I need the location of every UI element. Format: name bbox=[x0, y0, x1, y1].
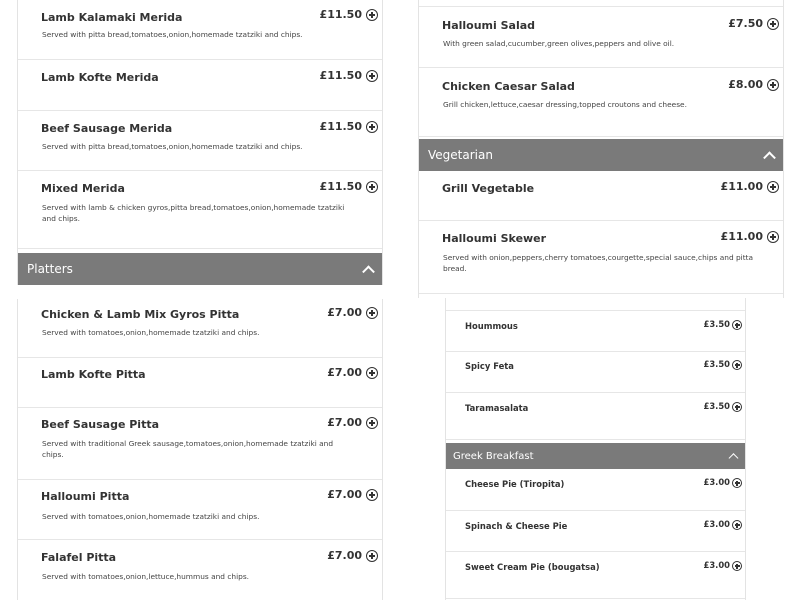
item-name: Spicy Feta bbox=[465, 361, 514, 371]
add-icon[interactable] bbox=[732, 520, 742, 530]
add-icon[interactable] bbox=[366, 417, 378, 429]
item-price: £3.00 bbox=[703, 560, 730, 570]
menu-item[interactable] bbox=[419, 171, 783, 221]
add-icon[interactable] bbox=[732, 320, 742, 330]
menu-item[interactable] bbox=[18, 299, 382, 358]
menu-item[interactable] bbox=[18, 60, 382, 111]
item-name: Halloumi Salad bbox=[442, 19, 536, 32]
add-icon[interactable] bbox=[767, 18, 779, 30]
category-header-greek-breakfast[interactable] bbox=[446, 443, 745, 469]
chevron-up-icon[interactable] bbox=[729, 453, 739, 463]
add-icon[interactable] bbox=[366, 181, 378, 193]
item-name: Cheese Pie (Tiropita) bbox=[465, 479, 565, 489]
item-name: Halloumi Pitta bbox=[41, 490, 130, 503]
menu-panel-right-top bbox=[418, 0, 784, 298]
category-title: Platters bbox=[27, 262, 73, 276]
menu-panel-right-bottom bbox=[445, 298, 746, 600]
item-price: £3.50 bbox=[703, 359, 730, 369]
item-name: Chicken & Lamb Mix Gyros Pitta bbox=[41, 308, 240, 321]
category-title: Vegetarian bbox=[428, 148, 493, 162]
add-icon[interactable] bbox=[732, 402, 742, 412]
item-name: Hoummous bbox=[465, 321, 518, 331]
category-header-platters[interactable] bbox=[18, 253, 382, 285]
item-price: £3.00 bbox=[703, 477, 730, 487]
add-icon[interactable] bbox=[366, 121, 378, 133]
add-icon[interactable] bbox=[366, 307, 378, 319]
item-name: Taramasalata bbox=[465, 403, 529, 413]
item-price: £7.00 bbox=[327, 549, 362, 562]
item-description: Served with lamb & chicken gyros,pitta bread,tomatoes,onion,homemade tzatziki and chips. bbox=[42, 203, 345, 223]
add-icon[interactable] bbox=[366, 489, 378, 501]
add-icon[interactable] bbox=[366, 70, 378, 82]
add-icon[interactable] bbox=[732, 478, 742, 488]
add-icon[interactable] bbox=[767, 79, 779, 91]
menu-item[interactable] bbox=[18, 111, 382, 171]
item-name: Chicken Caesar Salad bbox=[442, 80, 575, 93]
item-description: Served with tomatoes,onion,homemade tzatziki and chips. bbox=[42, 328, 260, 337]
menu-item[interactable] bbox=[18, 358, 382, 408]
item-price: £7.00 bbox=[327, 306, 362, 319]
menu-item[interactable] bbox=[419, 6, 783, 68]
menu-item[interactable] bbox=[446, 511, 745, 552]
add-icon[interactable] bbox=[732, 561, 742, 571]
menu-item[interactable] bbox=[18, 0, 382, 60]
add-icon[interactable] bbox=[732, 360, 742, 370]
item-price: £7.00 bbox=[327, 488, 362, 501]
menu-panel-left-top bbox=[17, 0, 383, 285]
item-price: £11.00 bbox=[720, 230, 763, 243]
item-description: Served with tomatoes,onion,lettuce,hummus and chips. bbox=[42, 572, 250, 581]
menu-item[interactable] bbox=[18, 171, 382, 249]
item-price: £8.00 bbox=[728, 78, 763, 91]
menu-item[interactable] bbox=[419, 221, 783, 294]
item-name: Grill Vegetable bbox=[442, 182, 535, 195]
item-name: Spinach & Cheese Pie bbox=[465, 521, 568, 531]
item-name: Beef Sausage Merida bbox=[41, 122, 173, 135]
menu-panel-left-bottom bbox=[17, 299, 383, 600]
menu-item[interactable] bbox=[446, 552, 745, 599]
menu-item[interactable] bbox=[446, 310, 745, 352]
add-icon[interactable] bbox=[366, 550, 378, 562]
menu-item[interactable] bbox=[18, 480, 382, 540]
item-price: £11.50 bbox=[319, 69, 362, 82]
menu-item[interactable] bbox=[419, 68, 783, 137]
menu-item[interactable] bbox=[446, 351, 745, 393]
item-price: £11.50 bbox=[319, 120, 362, 133]
menu-item[interactable] bbox=[18, 540, 382, 600]
item-description: Served with traditional Greek sausage,tomatoes,onion,homemade tzatziki and chips. bbox=[42, 439, 334, 459]
item-name: Falafel Pitta bbox=[41, 551, 117, 564]
category-header-vegetarian[interactable] bbox=[419, 139, 783, 171]
item-price: £11.50 bbox=[319, 8, 362, 21]
item-description: Served with pitta bread,tomatoes,onion,homemade tzatziki and chips. bbox=[42, 142, 303, 151]
item-price: £11.50 bbox=[319, 180, 362, 193]
item-name: Lamb Kalamaki Merida bbox=[41, 11, 183, 24]
item-description: Served with pitta bread,tomatoes,onion,homemade tzatziki and chips. bbox=[42, 30, 303, 39]
item-price: £3.50 bbox=[703, 401, 730, 411]
menu-item[interactable] bbox=[18, 408, 382, 480]
item-name: Lamb Kofte Merida bbox=[41, 71, 159, 84]
add-icon[interactable] bbox=[366, 367, 378, 379]
add-icon[interactable] bbox=[767, 231, 779, 243]
menu-item[interactable] bbox=[446, 393, 745, 440]
item-name: Lamb Kofte Pitta bbox=[41, 368, 146, 381]
item-name: Mixed Merida bbox=[41, 182, 125, 195]
item-name: Beef Sausage Pitta bbox=[41, 418, 160, 431]
chevron-up-icon[interactable] bbox=[763, 151, 776, 164]
item-description: Served with onion,peppers,cherry tomatoes,courgette,special sauce,chips and pitta bread. bbox=[443, 253, 754, 273]
item-description: With green salad,cucumber,green olives,peppers and olive oil. bbox=[443, 39, 675, 48]
chevron-up-icon[interactable] bbox=[362, 265, 375, 278]
add-icon[interactable] bbox=[767, 181, 779, 193]
item-price: £3.00 bbox=[703, 519, 730, 529]
category-title: Greek Breakfast bbox=[453, 450, 534, 462]
menu-item[interactable] bbox=[446, 469, 745, 511]
add-icon[interactable] bbox=[366, 9, 378, 21]
item-price: £7.00 bbox=[327, 366, 362, 379]
item-description: Served with tomatoes,onion,homemade tzatziki and chips. bbox=[42, 512, 260, 521]
item-description: Grill chicken,lettuce,caesar dressing,topped croutons and cheese. bbox=[443, 100, 687, 109]
item-price: £11.00 bbox=[720, 180, 763, 193]
item-price: £7.50 bbox=[728, 17, 763, 30]
item-name: Sweet Cream Pie (bougatsa) bbox=[465, 562, 600, 572]
item-price: £7.00 bbox=[327, 416, 362, 429]
item-price: £3.50 bbox=[703, 319, 730, 329]
item-name: Halloumi Skewer bbox=[442, 232, 547, 245]
